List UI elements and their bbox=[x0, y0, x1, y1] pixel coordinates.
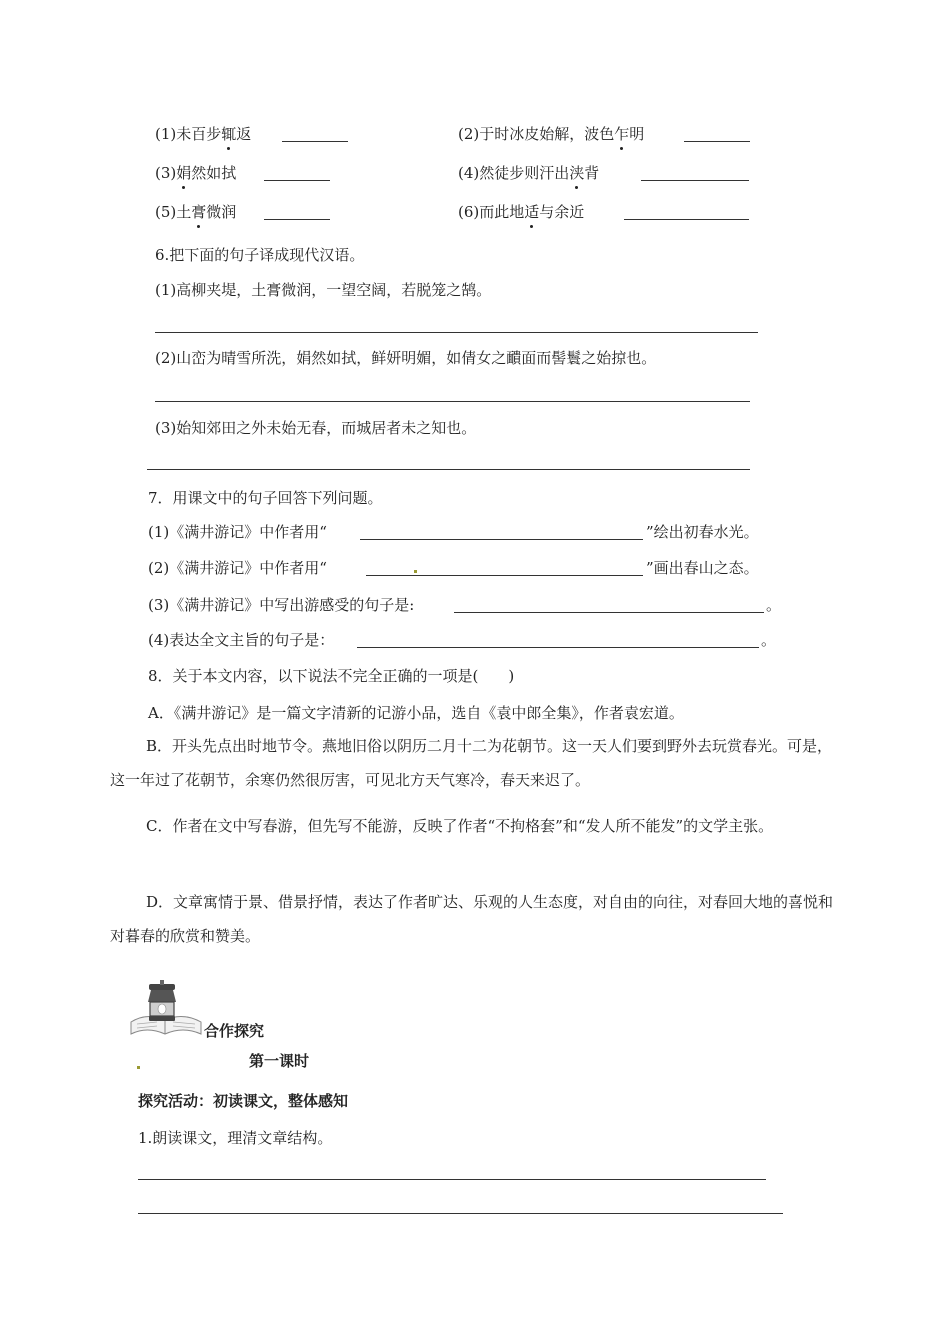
lantern-book-icon bbox=[127, 978, 205, 1040]
q5-item-4: (4)然徒步则汗出浃背 bbox=[458, 164, 600, 182]
q6-answer-line-2[interactable] bbox=[155, 401, 750, 402]
task-1-answer-line-2[interactable] bbox=[138, 1213, 783, 1214]
q6-item-1: (1)高柳夹堤，土膏微润，一望空阔，若脱笼之鹄。 bbox=[155, 281, 492, 299]
q8-option-d[interactable]: D．文章寓情于景、借景抒情，表达了作者旷达、乐观的人生态度，对自由的向往，对春回大地的喜悦和对暮春的欣赏和赞美。 bbox=[110, 893, 834, 945]
q7-item-3-prefix: (3)《满井游记》中写出游感受的句子是: bbox=[148, 596, 415, 614]
q7-item-3-suffix: 。 bbox=[766, 596, 782, 614]
q5-item-5: (5)土膏微润 bbox=[155, 203, 237, 221]
q8-option-a[interactable]: A．《满井游记》是一篇文字清新的记游小品，选自《袁中郎全集》，作者袁宏道。 bbox=[148, 704, 684, 722]
stray-mark-2 bbox=[137, 1066, 140, 1069]
q5-item-3: (3)娟然如拭 bbox=[155, 164, 237, 182]
q7-title: 7．用课文中的句子回答下列问题。 bbox=[148, 489, 383, 507]
q8-option-b[interactable]: B．开头先点出时地节令。燕地旧俗以阴历二月十二为花朝节。这一天人们要到野外去玩赏春光。可是，这一年过了花朝节，余寒仍然很厉害，可见北方天气寒冷，春天来迟了。 bbox=[110, 737, 833, 789]
stray-mark bbox=[414, 570, 417, 573]
q7-item-4-prefix: (4)表达全文主旨的句子是： bbox=[148, 631, 335, 649]
section-subheading: 第一课时 bbox=[249, 1052, 310, 1070]
task-1-answer-line-1[interactable] bbox=[138, 1179, 766, 1180]
q5-item-1: (1)未百步辄返 bbox=[155, 125, 252, 143]
q7-item-4-suffix: 。 bbox=[761, 631, 777, 649]
q7-item-2-suffix: ”画出春山之态。 bbox=[646, 559, 759, 577]
q6-answer-line-3[interactable] bbox=[147, 469, 750, 470]
q7-item-1-prefix: (1)《满井游记》中作者用“ bbox=[148, 523, 327, 541]
q7-blank-3[interactable] bbox=[454, 612, 764, 613]
q5-blank-5[interactable] bbox=[264, 219, 330, 220]
q5-blank-4[interactable] bbox=[641, 180, 749, 181]
q5-blank-3[interactable] bbox=[264, 180, 330, 181]
q7-item-2-prefix: (2)《满井游记》中作者用“ bbox=[148, 559, 327, 577]
q6-item-2: (2)山峦为晴雪所洗，娟然如拭，鲜妍明媚，如倩女之靧面而髻鬟之始掠也。 bbox=[155, 349, 657, 367]
q7-blank-4[interactable] bbox=[357, 647, 759, 648]
q6-answer-line-1[interactable] bbox=[155, 332, 758, 333]
section-heading: 合作探究 bbox=[204, 1022, 265, 1040]
q5-item-6: (6)而此地适与余近 bbox=[458, 203, 585, 221]
q7-item-1-suffix: ”绘出初春水光。 bbox=[646, 523, 759, 541]
q6-item-3: (3)始知郊田之外未始无春，而城居者未之知也。 bbox=[155, 419, 477, 437]
q8-option-c[interactable]: C．作者在文中写春游，但先写不能游，反映了作者“不拘格套”和“发人所不能发”的文学主张。 bbox=[146, 817, 774, 835]
q5-item-2: (2)于时冰皮始解，波色乍明 bbox=[458, 125, 645, 143]
q8-title: 8．关于本文内容，以下说法不完全正确的一项是( ) bbox=[148, 667, 515, 685]
q7-blank-1[interactable] bbox=[360, 539, 643, 540]
q5-blank-2[interactable] bbox=[684, 141, 750, 142]
q5-blank-6[interactable] bbox=[624, 219, 749, 220]
q7-blank-2[interactable] bbox=[366, 575, 643, 576]
q5-blank-1[interactable] bbox=[282, 141, 348, 142]
q6-title: 6.把下面的句子译成现代汉语。 bbox=[155, 246, 365, 264]
task-1: 1.朗读课文，理清文章结构。 bbox=[138, 1129, 333, 1147]
activity-heading: 探究活动：初读课文，整体感知 bbox=[138, 1092, 349, 1110]
